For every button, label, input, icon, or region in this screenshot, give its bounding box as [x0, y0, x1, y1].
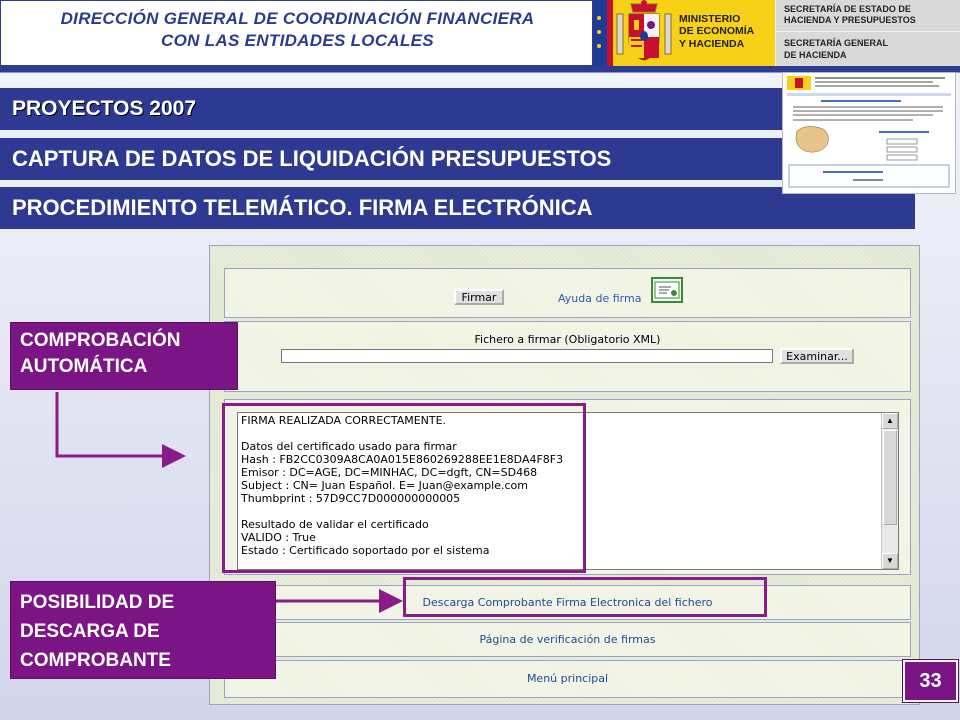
ayuda-firma-link[interactable]: Ayuda de firma — [558, 292, 642, 305]
callout-descarga — [10, 581, 276, 679]
header-title-line2: CON LAS ENTIDADES LOCALES — [161, 31, 434, 50]
header-title-line1: DIRECCIÓN GENERAL DE COORDINACIÓN FINANCIERA — [60, 9, 535, 28]
secretaria1-line2: HACIENDA Y PRESUPUESTOS — [784, 15, 916, 25]
callout-descarga-line3: COMPROBANTE — [20, 650, 171, 671]
menu-principal-link[interactable]: Menú principal — [526, 672, 609, 685]
resultado-text: FIRMA REALIZADA CORRECTAMENTE. Datos del certificado usado para firmar Hash : FB2CC0309A8CA0A015E860269288EE1E8DA4F8F3 Emisor : DC=AGE, DC=MINHAC, DC=dgft, CN=SD468 Subject : CN= Juan Español. E= Juan@example.com Thumbprint : 57D9CC7D000000000005 Resultado de validar el certificado VALIDO : True Estado : Certificado soportado por el sistema — [241, 414, 564, 557]
arrow-comprobacion — [57, 392, 180, 456]
callout-comprobacion — [10, 322, 238, 390]
page-number-badge: 33 — [903, 660, 958, 702]
scroll-up-icon[interactable]: ▲ — [882, 413, 898, 429]
ministry-line3: Y HACIENDA — [679, 38, 745, 50]
examinar-button[interactable]: Examinar... — [780, 348, 854, 364]
callout-comprobacion-line2: AUTOMÁTICA — [20, 356, 148, 377]
title-bar-procedimiento: PROCEDIMIENTO TELEMÁTICO. FIRMA ELECTRÓNICA — [0, 187, 915, 229]
callout-descarga-line1: POSIBILIDAD DE — [20, 592, 175, 613]
callout-descarga-line2: DESCARGA DE — [20, 621, 160, 642]
firmar-button[interactable]: Firmar — [454, 289, 504, 305]
ministry-line1: MINISTERIO — [679, 13, 741, 25]
descarga-comprobante-link[interactable]: Descarga Comprobante Firma Electronica del fichero — [422, 596, 713, 609]
ministry-line2: DE ECONOMÍA — [679, 25, 755, 37]
verificacion-firmas-link[interactable]: Página de verificación de firmas — [479, 633, 656, 646]
title-proyectos: PROYECTOS 2007 — [12, 97, 197, 120]
secretaria2-line2: DE HACIENDA — [784, 50, 847, 60]
scroll-down-icon[interactable]: ▼ — [882, 553, 898, 569]
secretaria2-line1: SECRETARÍA GENERAL — [784, 38, 889, 48]
callout-comprobacion-line1: COMPROBACIÓN — [20, 330, 181, 351]
secretaria1-line1: SECRETARÍA DE ESTADO DE — [784, 4, 911, 14]
title-bar-captura: CAPTURA DE DATOS DE LIQUIDACIÓN PRESUPUESTOS — [0, 138, 790, 180]
fichero-label: Fichero a firmar (Obligatorio XML) — [474, 333, 661, 346]
